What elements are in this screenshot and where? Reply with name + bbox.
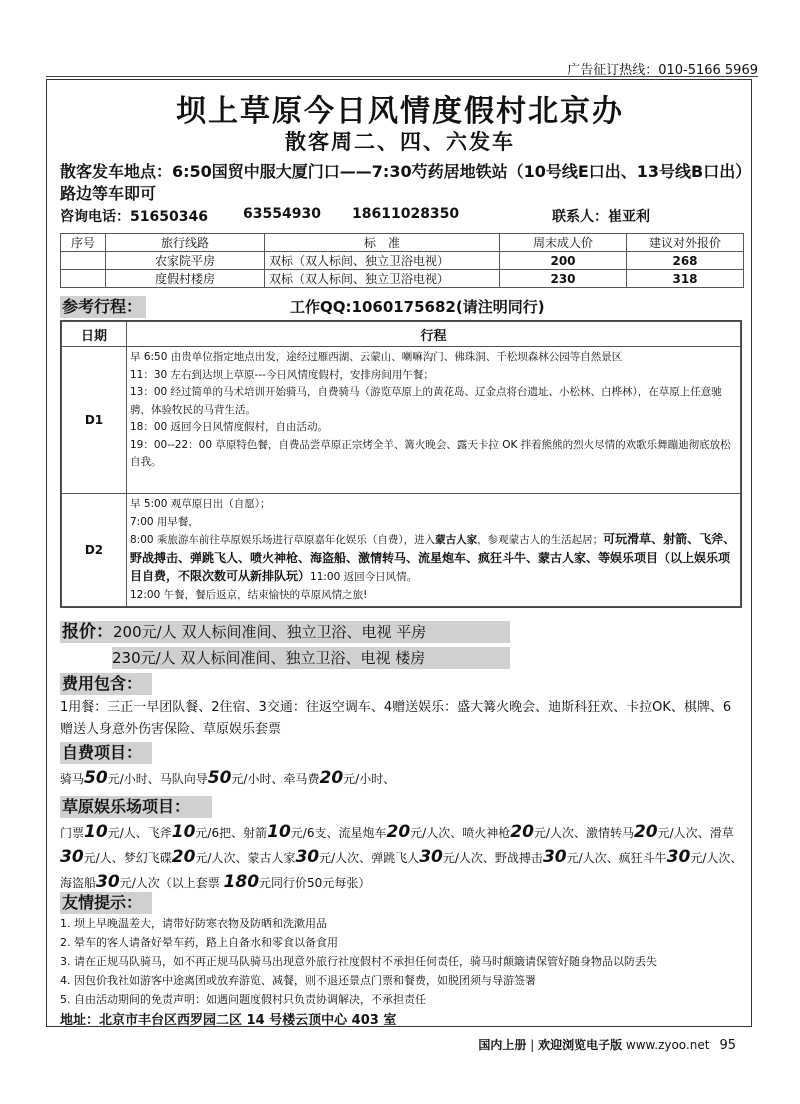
included-label: 费用包含： <box>60 673 152 695</box>
fee-item <box>60 872 224 892</box>
fee-name: 骑马 <box>60 772 85 786</box>
table-row <box>61 252 744 270</box>
list-item: 5. 自由活动期间的免责声明：如遇问题度假村只负责协调解决，不承担责任 <box>60 993 426 1006</box>
schedule-line: 19：00--22：00 草原特色餐，自费品尝草原正宗烤全羊、篝火晚会、露天卡拉 OK 拌着熊熊的烈火尽情的欢歌乐舞蹦迪彻底放松自我。 <box>130 438 731 468</box>
list-item: 2. 晕车的客人请备好晕车药，路上自备水和零食以备食用 <box>60 936 338 949</box>
day-1-schedule <box>127 347 741 494</box>
fee-price: 30 <box>295 847 320 867</box>
schedule-line: 13：00 经过简单的马术培训开始骑马，自费骑马（游览草原上的黄花岛、辽金点将台遗址、小松林、白桦林），在草原上任意驰骋，体验牧民的马背生活。 <box>130 386 722 416</box>
table-row <box>61 270 744 288</box>
itinerary-table <box>61 321 741 607</box>
contact-person: 联系人：崔亚利 <box>552 209 650 225</box>
itinerary-label: 参考行程： <box>60 296 146 318</box>
contact-phone: 咨询电话：51650346 <box>60 209 208 225</box>
fee-unit: 元/人次、 <box>319 851 372 865</box>
cell-standard: 双标（双人标间、独立卫浴电视） <box>265 252 500 270</box>
header-rule <box>46 76 758 77</box>
fee-price: 50 <box>207 768 232 788</box>
fee-price: 30 <box>666 847 691 867</box>
self-pay-list <box>60 766 750 791</box>
fee-price: 20 <box>171 847 196 867</box>
contact-phone-3: 18611028350 <box>352 206 460 222</box>
th-route: 旅行线路 <box>106 234 265 252</box>
fee-price: 20 <box>633 822 658 842</box>
page-footer: 国内上册 | 欢迎浏览电子版 www.zyoo.net 95 <box>478 1038 736 1053</box>
fee-item <box>159 768 284 788</box>
schedule-line: 早 6:50 由贵单位指定地点出发，途经过雁西湖、云蒙山、喇嘛沟门、佛珠洞、千松坝森林公园等自然景区 <box>130 351 623 363</box>
cell-no <box>61 270 106 288</box>
self-pay-label: 自费项目： <box>60 742 152 764</box>
fee-item <box>585 822 710 842</box>
fee-name: 野战搏击 <box>494 851 543 865</box>
schedule-line: 12:00 午餐，餐后返京，结束愉快的草原风情之旅! <box>130 588 368 601</box>
fee-item <box>338 822 463 842</box>
fee-unit: 元/人次、 <box>657 826 710 840</box>
ad-hotline: 广告征订热线：010-5166 5969 <box>567 63 758 78</box>
fee-price: 50 <box>84 768 108 788</box>
departure-info: 散客发车地点：6:50国贸中服大厦门口——7:30芍药居地铁站（10号线E口出、13号线B口出）路边等车即可 <box>60 162 744 203</box>
fee-price: 20 <box>386 822 411 842</box>
cell-no <box>61 252 106 270</box>
day-label: D2 <box>62 494 127 607</box>
fee-price: 30 <box>60 847 84 867</box>
schedule-text: ，参观蒙古人的生活起居； <box>477 534 604 546</box>
fee-item <box>283 768 396 788</box>
schedule-text: 11:00 返回今日风情。 <box>310 571 418 583</box>
fee-price: 180 <box>223 872 260 892</box>
quote-bar-2 <box>112 647 510 669</box>
fee-item <box>60 768 160 788</box>
fee-price: 20 <box>510 822 534 842</box>
th-schedule: 行程 <box>127 322 741 347</box>
fee-item <box>494 847 619 867</box>
fee-unit: 元/小时、 <box>107 772 160 786</box>
schedule-line: 11：30 左右到达坝上草原---今日风情度假村，安排房间用午餐； <box>130 368 434 381</box>
fee-unit: 元/人次、 <box>690 851 743 865</box>
th-no: 序号 <box>61 234 106 252</box>
cell-standard: 双标（双人标间、独立卫浴电视） <box>265 270 500 288</box>
fee-unit: 元/小时、 <box>231 772 284 786</box>
fee-item <box>247 847 372 867</box>
included-text: 1用餐：三正一早团队餐、2住宿、3交通：往返空调车、4赠送娱乐：盛大篝火晚会、迪斯科狂欢、卡拉OK、棋牌、6赠送人身意外伤害保险、草原娱乐套票 <box>60 700 732 737</box>
day-2-schedule <box>127 494 741 607</box>
fee-name: 飞斧 <box>147 826 172 840</box>
page-subtitle: 散客周二、四、六发车 <box>285 130 515 154</box>
fee-name: 马队向导 <box>159 772 208 786</box>
quote-line-2: 230元/人 双人标间准间、独立卫浴、电视 楼房 <box>112 649 426 667</box>
footer-url: www.zyoo.net <box>625 1038 710 1052</box>
th-standard: 标 准 <box>265 234 500 252</box>
schedule-highlight: 蒙古人家 <box>435 534 478 546</box>
fee-unit: 元/人次、 <box>410 826 463 840</box>
fee-unit: 元同行价50元每张） <box>259 876 371 890</box>
fee-unit: 元/人次、 <box>566 851 619 865</box>
itinerary-day-1 <box>62 347 741 494</box>
fee-name: 喷火神枪 <box>462 826 511 840</box>
quote-line-1: 200元/人 双人标间准间、独立卫浴、电视 平房 <box>113 623 427 641</box>
fee-item <box>60 822 148 842</box>
page-title: 坝上草原今日风情度假村北京办 <box>176 94 624 129</box>
fee-name: 梦幻飞碟 <box>123 851 172 865</box>
fee-unit: 元/人次、 <box>195 851 248 865</box>
fee-unit: 元/人、 <box>107 826 148 840</box>
cell-route: 度假村楼房 <box>106 270 265 288</box>
fee-unit: 元/人次、 <box>442 851 495 865</box>
fee-name: 牵马费 <box>283 772 320 786</box>
entertainment-label: 草原娱乐场项目： <box>60 796 212 818</box>
fee-price: 10 <box>267 822 291 842</box>
fee-name: 蒙古人家 <box>247 851 296 865</box>
schedule-line: 7:00 用早餐， <box>130 515 199 528</box>
day-label: D1 <box>62 347 127 494</box>
footer-note: 欢迎浏览电子版 <box>538 1038 623 1052</box>
fee-name: 滑草 <box>709 826 734 840</box>
th-date: 日期 <box>62 322 127 347</box>
contact-phone-2: 63554930 <box>243 206 321 222</box>
th-weekend: 周末成人价 <box>500 234 627 252</box>
itinerary-day-2 <box>62 494 741 607</box>
fee-unit: 元/人、 <box>83 851 124 865</box>
fee-item <box>618 847 743 867</box>
work-qq: 工作QQ:1060175682(请注明同行) <box>290 298 545 316</box>
schedule-line: 18：00 返回今日风情度假村，自由活动。 <box>130 421 329 433</box>
page-number: 95 <box>719 1038 736 1053</box>
entertainment-list <box>60 820 750 895</box>
fee-name: 海盗船 <box>60 876 97 890</box>
list-item: 3. 请在正规马队骑马，如不再正规马队骑马出现意外旅行社度假村不承担任何责任，骑马时颠簸请保管好随身物品以防丢失 <box>60 955 657 968</box>
fee-unit: 元/人次、 <box>533 826 586 840</box>
fee-price: 10 <box>171 822 196 842</box>
quote-bar-1 <box>60 621 510 643</box>
fee-price: 30 <box>419 847 443 867</box>
fee-item <box>462 822 586 842</box>
fee-item <box>123 847 248 867</box>
quote-label: 报价： <box>62 622 113 642</box>
th-suggested: 建议对外报价 <box>627 234 744 252</box>
list-item: 4. 因包价我社如游客中途离团或放弃游览、减餐，则不退还景点门票和餐费，如脱团须与导游签署 <box>60 974 536 987</box>
cell-route: 农家院平房 <box>106 252 265 270</box>
fee-name: 射箭 <box>243 826 268 840</box>
list-item: 1. 坝上早晚温差大，请带好防寒衣物及防晒和洗漱用品 <box>60 917 327 930</box>
price-table <box>60 233 744 288</box>
tips-list <box>60 914 750 1009</box>
fee-name: 疯狂斗牛 <box>618 851 667 865</box>
cell-suggested: 268 <box>627 252 744 270</box>
fee-price: 20 <box>319 768 344 788</box>
fee-price: 10 <box>84 822 108 842</box>
fee-name: 门票 <box>60 826 85 840</box>
address: 地址：北京市丰台区西罗园二区 14 号楼云顶中心 403 室 <box>60 1013 397 1028</box>
footer-volume: 国内上册 <box>478 1038 527 1052</box>
schedule-line: 早 5:00 观草原日出（自愿）； <box>130 498 271 510</box>
schedule-highlight: 可玩滑草、射箭、飞斧、野战搏击、弹跳飞人、喷火神枪、海盗船、激情转马、流星炮车、疯狂斗牛、蒙古人家、等娱乐项目（以上娱乐项目自费，不限次数可从新排队玩） <box>130 532 736 583</box>
fee-price: 30 <box>542 847 567 867</box>
fee-unit: 元/6支、 <box>290 826 339 840</box>
itinerary-header <box>62 322 741 347</box>
cell-weekend: 230 <box>500 270 627 288</box>
fee-unit: 元/小时、 <box>343 772 396 786</box>
fee-unit: 元/6把、 <box>195 826 244 840</box>
itinerary-table-frame <box>60 320 742 608</box>
cell-weekend: 200 <box>500 252 627 270</box>
fee-item <box>223 872 371 892</box>
fee-unit: 元/人次（以上套票 <box>119 876 224 890</box>
fee-item <box>147 822 244 842</box>
schedule-line <box>130 531 737 587</box>
fee-item <box>371 847 495 867</box>
schedule-text: 8:00 乘旅游车前往草原娱乐场进行草原嘉年化娱乐（自费），进入 <box>130 534 436 546</box>
fee-price: 30 <box>96 872 120 892</box>
fee-name: 流星炮车 <box>338 826 387 840</box>
cell-suggested: 318 <box>627 270 744 288</box>
tips-label: 友情提示： <box>60 892 152 914</box>
fee-name: 弹跳飞人 <box>371 851 420 865</box>
fee-name: 激情转马 <box>585 826 634 840</box>
price-table-header <box>61 234 744 252</box>
fee-item <box>243 822 339 842</box>
